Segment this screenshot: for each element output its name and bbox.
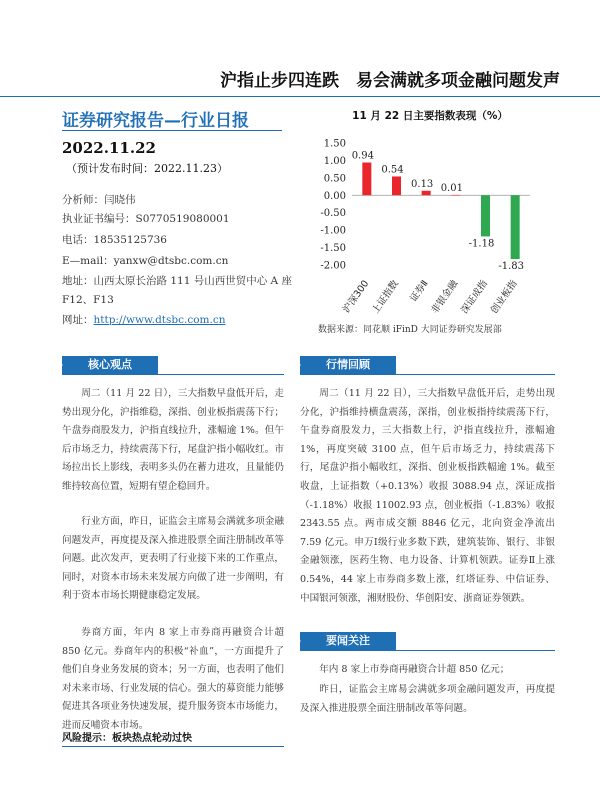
bar-value-label: -1.83	[498, 261, 524, 273]
section-label: 行情回顾	[326, 358, 370, 371]
news-para-1: 年内 8 家上市券商再融资合计超 850 亿元；	[319, 664, 510, 675]
bar	[392, 176, 401, 195]
website-label: 网址：	[62, 314, 94, 326]
section-tab-news	[300, 632, 396, 650]
bar	[451, 195, 460, 196]
section-divider	[300, 650, 555, 651]
bar	[511, 195, 520, 259]
category-label: 深证成指	[459, 278, 490, 316]
analyst-cert: 执业证书编号：S0770519080001	[62, 213, 230, 225]
section-tab-market-review	[300, 356, 396, 374]
tab-marker-icon	[295, 637, 301, 645]
tab-marker-icon	[295, 361, 301, 369]
category-label: 证券Ⅱ	[408, 278, 431, 305]
website-link[interactable]: http://www.dtsbc.com.cn	[93, 314, 226, 326]
title-divider	[62, 130, 282, 131]
bar-value-label: 0.94	[351, 150, 374, 162]
bar-value-label: 0.54	[381, 164, 404, 176]
y-tick-label: 1.00	[323, 155, 346, 167]
bar-value-label: 0.01	[440, 182, 463, 194]
section-label: 核心观点	[88, 358, 132, 371]
bar-value-label: 0.13	[411, 178, 434, 190]
analyst-address-2: F12、F13	[62, 294, 114, 306]
analyst-phone: 电话：18535125736	[62, 234, 167, 246]
category-label: 非银金融	[429, 278, 461, 316]
chart-source: 数据来源：同花顺 iFinD 大同证券研究发展部	[318, 325, 502, 335]
category-label: 上证指数	[370, 278, 401, 316]
section-divider	[62, 374, 284, 375]
core-view-para-1: 周二（11 月 22 日），三大指数早盘低开后，走势出现分化，沪指维稳，深指、创业板指震荡下行；午盘券商股发力，沪指直线拉升，涨幅逾 1%。但午后市场乏力，持续震荡下行，尾盘沪指小幅收红。市场拉出长上影线，表明多头仍在蓄力进攻，且量能仍维持较高位置，短期有望企稳回升。	[62, 388, 284, 492]
chart-title: 11 月 22 日主要指数表现（%）	[352, 110, 508, 122]
y-tick-label: 1.50	[323, 138, 346, 150]
core-view-para-3: 券商方面，年内 8 家上市券商再融资合计超 850 亿元。券商年内的积极“补血”，一方面提升了他们自身业务发展的资本；另一方面，也表明了他们对未来市场、行业发展的信心。强大的募资能力能够促进其各项业务快速发展，提升服务资本市场能力，进而反哺资本市场。	[62, 627, 284, 731]
y-tick-label: -2.00	[320, 260, 346, 272]
publish-date: （预计发布时间：2022.11.23）	[66, 162, 228, 175]
category-label: 沪深300	[340, 278, 372, 316]
risk-divider	[62, 746, 284, 747]
news-para-2: 昨日，证监会主席易会满就多项金融问题发声，再度提及深入推进股票全面注册制改革等问题。	[300, 684, 555, 714]
y-tick-label: -1.00	[320, 225, 346, 237]
y-tick-label: -0.50	[320, 208, 346, 220]
section-label: 要闻关注	[326, 634, 370, 647]
analyst-email: E—mail：yanxw@dtsbc.com.cn	[62, 255, 229, 267]
core-view-para-2: 行业方面，昨日，证监会主席易会满就多项金融问题发声，再度提及深入推进股票全面注册制改革等问题。此次发声，更表明了行业接下来的工作重点，同时，对资本市场未来发展方向做了进一步阐明，有利于资本市场长期健康稳定发展。	[62, 516, 284, 602]
tab-marker-icon	[57, 361, 63, 369]
report-title: 证券研究报告—行业日报	[62, 111, 249, 131]
y-tick-label: 0.50	[323, 173, 346, 185]
category-label: 创业板指	[488, 278, 520, 316]
report-date: 2022.11.22	[62, 139, 156, 157]
bar-value-label: -1.18	[468, 238, 495, 250]
analyst-address-1: 地址：山西太原长治路 111 号山西世贸中心 A 座	[62, 275, 292, 287]
risk-warning: 风险提示：板块热点轮动过快	[62, 733, 192, 744]
page-headline: 沪指止步四连跌 易会满就多项金融问题发声	[220, 71, 560, 91]
bar	[362, 163, 371, 196]
y-tick-label: -1.50	[320, 243, 346, 255]
section-divider	[300, 374, 555, 375]
bar	[422, 191, 431, 196]
section-tab-core-view	[62, 356, 158, 374]
y-tick-label: 0.00	[323, 190, 346, 202]
website-row	[62, 312, 226, 328]
index-performance-chart	[300, 105, 560, 340]
bar	[481, 195, 490, 236]
market-review-para: 周二（11 月 22 日），三大指数早盘低开后，走势出现分化，沪指维持横盘震荡，深指，创业板指持续震荡下行，午盘券商股发力，三大指数上行，沪指直线拉升，涨幅逾 1%，再度突破 3100 点，但午后市场乏力，持续震荡下行，尾盘沪指小幅收红，深指、创业板指跌幅逾 1%。截至收盘，上证指数（+0.13%）收报 3088.94 点，深证成指（-1.18%）收报 11002.93 点，创业板指（-1.83%）收报 2343.55 点。两市成交额 8846 亿元，北向资金净流出 7.59 亿元。申万Ⅰ级行业多数下跌，建筑装饰、银行、非银金融领涨，医药生物、电力设备、计算机领跌。证券Ⅱ上涨 0.54%，44 家上市券商多数上涨，红塔证券、中信证券、中国银河领涨，湘财股份、华创阳安、浙商证券领跌。	[300, 388, 555, 604]
analyst-name: 分析师：闫晓伟	[62, 194, 136, 206]
